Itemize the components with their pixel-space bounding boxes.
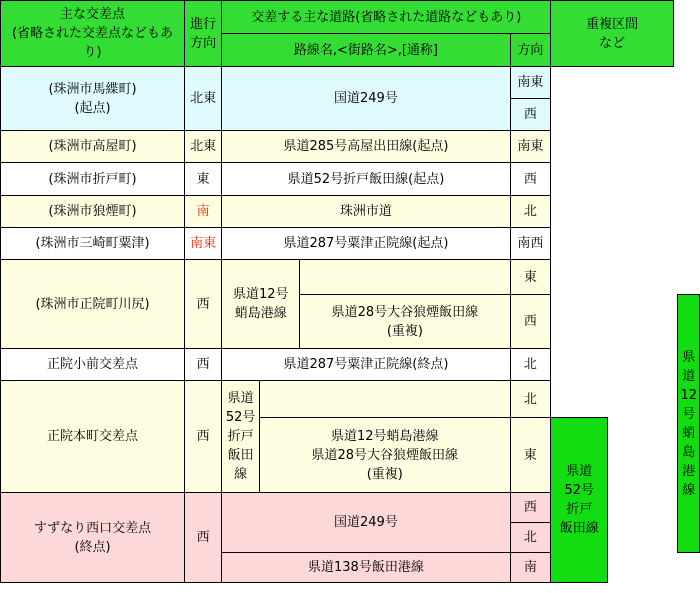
header-intersection <box>1 1 185 67</box>
header-overlap-line2: など <box>599 35 626 51</box>
road-dir-ogomae: 北 <box>510 349 551 381</box>
direction-kawajiri: 西 <box>185 260 222 349</box>
road-dir-orido: 西 <box>510 163 551 196</box>
road-honmachi-empty <box>259 381 510 418</box>
header-overlap-line1: 重複区間 <box>586 16 639 32</box>
road-dir-suzunari-2: 北 <box>510 523 551 553</box>
road-dir-kawajiri-2: 西 <box>510 295 551 349</box>
header-route-name: 路線名,<街路名>,[通称] <box>222 34 510 67</box>
road-dir-suzunari-1: 西 <box>510 493 551 523</box>
header-overlap <box>551 1 674 67</box>
road-dir-honmachi-2: 東 <box>510 418 551 493</box>
direction-honmachi: 西 <box>185 381 222 493</box>
intersection-honmachi: 正院本町交差点 <box>1 381 185 493</box>
overlap-road-kawajiri-line1: 県道12号 <box>232 287 289 302</box>
overlap-route12-line3: 蛸島港線 <box>682 425 696 498</box>
overlap-route52-line2: 52号 <box>564 483 595 498</box>
intersection-noroshi: (珠洲市狼煙町) <box>1 196 185 228</box>
intersection-awatsu: (珠洲市三崎町粟津) <box>1 228 185 260</box>
header-road-direction: 方向 <box>510 34 551 67</box>
road-kawajiri <box>300 295 510 349</box>
overlap-road-kawajiri <box>222 260 300 349</box>
road-honmachi-line1: 県道12号蛸島港線 <box>330 428 439 444</box>
overlap-road-honmachi-line4: 飯田線 <box>227 448 254 482</box>
road-awatsu: 県道287号粟津正院線(起点) <box>222 228 510 260</box>
overlap-road-honmachi-line2: 52号 <box>225 410 256 425</box>
overlap-route12-line2: 12号 <box>680 387 697 422</box>
road-dir-takaya: 南東 <box>510 131 551 163</box>
intersection-mabari-name: (珠洲市馬緤町) <box>48 81 137 97</box>
direction-awatsu: 南東 <box>185 228 222 260</box>
overlap-route52-line4: 飯田線 <box>559 521 599 536</box>
road-dir-mabari-1: 南東 <box>510 67 551 99</box>
overlap-road-kawajiri-line2: 蛸島港線 <box>234 306 287 321</box>
header-direction-line1: 進行 <box>190 16 217 32</box>
road-suzunari-1: 国道249号 <box>222 493 510 553</box>
road-mabari: 国道249号 <box>222 67 510 131</box>
intersection-takaya: (珠洲市高屋町) <box>1 131 185 163</box>
intersection-suzunari <box>1 493 185 583</box>
header-direction-line2: 方向 <box>190 35 217 51</box>
road-dir-suzunari-3: 南 <box>510 553 551 583</box>
road-honmachi-line2: 県道28号大谷狼煙飯田線 <box>311 447 459 463</box>
intersection-kawajiri: (珠洲市正院町川尻) <box>1 260 185 349</box>
road-dir-kawajiri-1: 東 <box>510 260 551 295</box>
road-suzunari-2: 県道138号飯田港線 <box>222 553 510 583</box>
road-kawajiri-line1: 県道28号大谷狼煙飯田線 <box>331 304 479 320</box>
road-dir-honmachi-1: 北 <box>510 381 551 418</box>
overlap-route52-line1: 県道 <box>566 464 593 479</box>
intersection-orido: (珠洲市折戸町) <box>1 163 185 196</box>
overlap-road-honmachi-line3: 折戸 <box>227 429 254 444</box>
road-dir-mabari-2: 西 <box>510 99 551 131</box>
direction-orido: 東 <box>185 163 222 196</box>
direction-ogomae: 西 <box>185 349 222 381</box>
direction-suzunari: 西 <box>185 493 222 583</box>
road-honmachi <box>259 418 510 493</box>
direction-noroshi: 南 <box>185 196 222 228</box>
overlap-road-honmachi <box>222 381 260 493</box>
road-kawajiri-line2: (重複) <box>386 323 423 339</box>
direction-takaya: 北東 <box>185 131 222 163</box>
road-dir-noroshi: 北 <box>510 196 551 228</box>
intersection-ogomae: 正院小前交差点 <box>1 349 185 381</box>
intersection-suzunari-name: すずなり西口交差点 <box>33 520 152 536</box>
overlap-route52-line3: 折戸 <box>566 502 593 517</box>
road-ogomae: 県道287号粟津正院線(終点) <box>222 349 510 381</box>
road-dir-awatsu: 南西 <box>510 228 551 260</box>
intersection-mabari-note: (起点) <box>74 100 111 116</box>
road-takaya: 県道285号高屋出田線(起点) <box>222 131 510 163</box>
header-crossing-roads: 交差する主な道路(省略された道路などもあり) <box>222 1 551 34</box>
header-intersection-title: 主な交差点 <box>60 7 126 22</box>
road-honmachi-line3: (重複) <box>366 466 403 482</box>
intersection-suzunari-note: (終点) <box>74 539 111 555</box>
overlap-route12-line1: 県道 <box>682 349 696 384</box>
road-orido: 県道52号折戸飯田線(起点) <box>222 163 510 196</box>
intersection-mabari <box>1 67 185 131</box>
header-intersection-note: (省略された交差点などもあり) <box>11 26 174 60</box>
overlap-route12 <box>678 295 700 553</box>
overlap-road-honmachi-line1: 県道 <box>227 391 254 406</box>
road-kawajiri-empty <box>300 260 510 295</box>
road-noroshi: 珠洲市道 <box>222 196 510 228</box>
header-direction <box>185 1 222 67</box>
empty-overlap-top <box>551 67 674 349</box>
overlap-route52 <box>551 418 608 583</box>
direction-mabari: 北東 <box>185 67 222 131</box>
